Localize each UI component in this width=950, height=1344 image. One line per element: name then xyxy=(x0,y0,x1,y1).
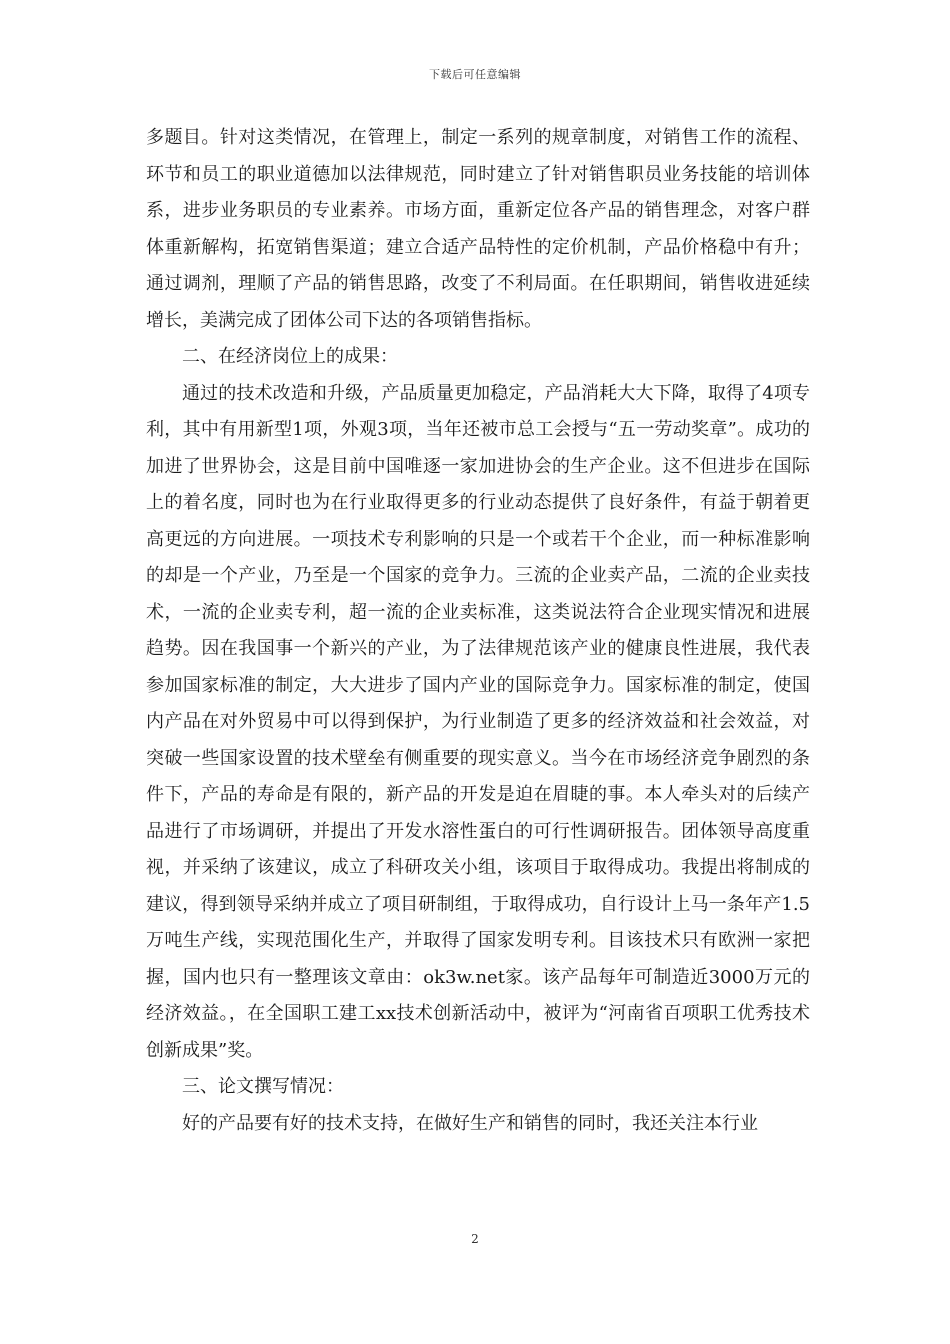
section-heading-thesis-writing: 三、论文撰写情况： xyxy=(182,1076,344,1097)
paragraph-sales-management: 多题目。针对这类情况，在管理上，制定一系列的规章制度，对销售工作的流程、环节和员工的职业道德加以法律规范，同时建立了针对销售职员业务技能的培训体系，进步业务职员的专业素养。市场方面，重新定位各产品的销售理念，对客户群体重新解构，拓宽销售渠道；建立合适产品特性的定价机制，产品价格稳中有升；通过调剂，理顺了产品的销售思路，改变了不利局面。在任职期间，销售收进延续增长，美满完成了团体公司下达的各项销售指标。 xyxy=(146,127,810,331)
page-number: 2 xyxy=(471,1232,479,1246)
body-text xyxy=(146,120,810,1142)
page-header: 下载后可任意编辑 xyxy=(429,68,521,81)
section-heading-economic-results: 二、在经济岗位上的成果： xyxy=(182,346,398,367)
paragraph-technical-results: 通过的技术改造和升级，产品质量更加稳定，产品消耗大大下降，取得了4项专利，其中有用新型1项，外观3项，当年还被市总工会授与“五一劳动奖章”。成功的加进了世界协会，这是目前中国唯逐一家加进协会的生产企业。这不但进步在国际上的着名度，同时也为在行业取得更多的行业动态提供了良好条件，有益于朝着更高更远的方向进展。一项技术专利影响的只是一个或若干个企业，而一种标准影响的却是一个产业，乃至是一个国家的竞争力。三流的企业卖产品，二流的企业卖技术，一流的企业卖专利，超一流的企业卖标准，这类说法符合企业现实情况和进展趋势。因在我国事一个新兴的产业，为了法律规范该产业的健康良性进展，我代表参加国家标准的制定，大大进步了国内产业的国际竞争力。国家标准的制定，使国内产品在对外贸易中可以得到保护，为行业制造了更多的经济效益和社会效益，对突破一些国家设置的技术壁垒有侧重要的现实意义。当今在市场经济竞争剧烈的条件下，产品的寿命是有限的，新产品的开发是迫在眉睫的事。本人牵头对的后续产品进行了市场调研，并提出了开发水溶性蛋白的可行性调研报告。团体领导高度重视，并采纳了该建议，成立了科研攻关小组，该项目于取得成功。我提出将制成的建议，得到领导采纳并成立了项目研制组，于取得成功，自行设计上马一条年产1.5万吨生产线，实现范围化生产，并取得了国家发明专利。目该技术只有欧洲一家把握，国内也只有一整理该文章由：ok3w.net家。该产品每年可制造近3000万元的经济效益。，在全国职工建工xx技术创新活动中，被评为“河南省百项职工优秀技术创新成果”奖。 xyxy=(146,382,810,1061)
paragraph-technical-support: 好的产品要有好的技术支持，在做好生产和销售的同时，我还关注本行业 xyxy=(182,1112,758,1134)
